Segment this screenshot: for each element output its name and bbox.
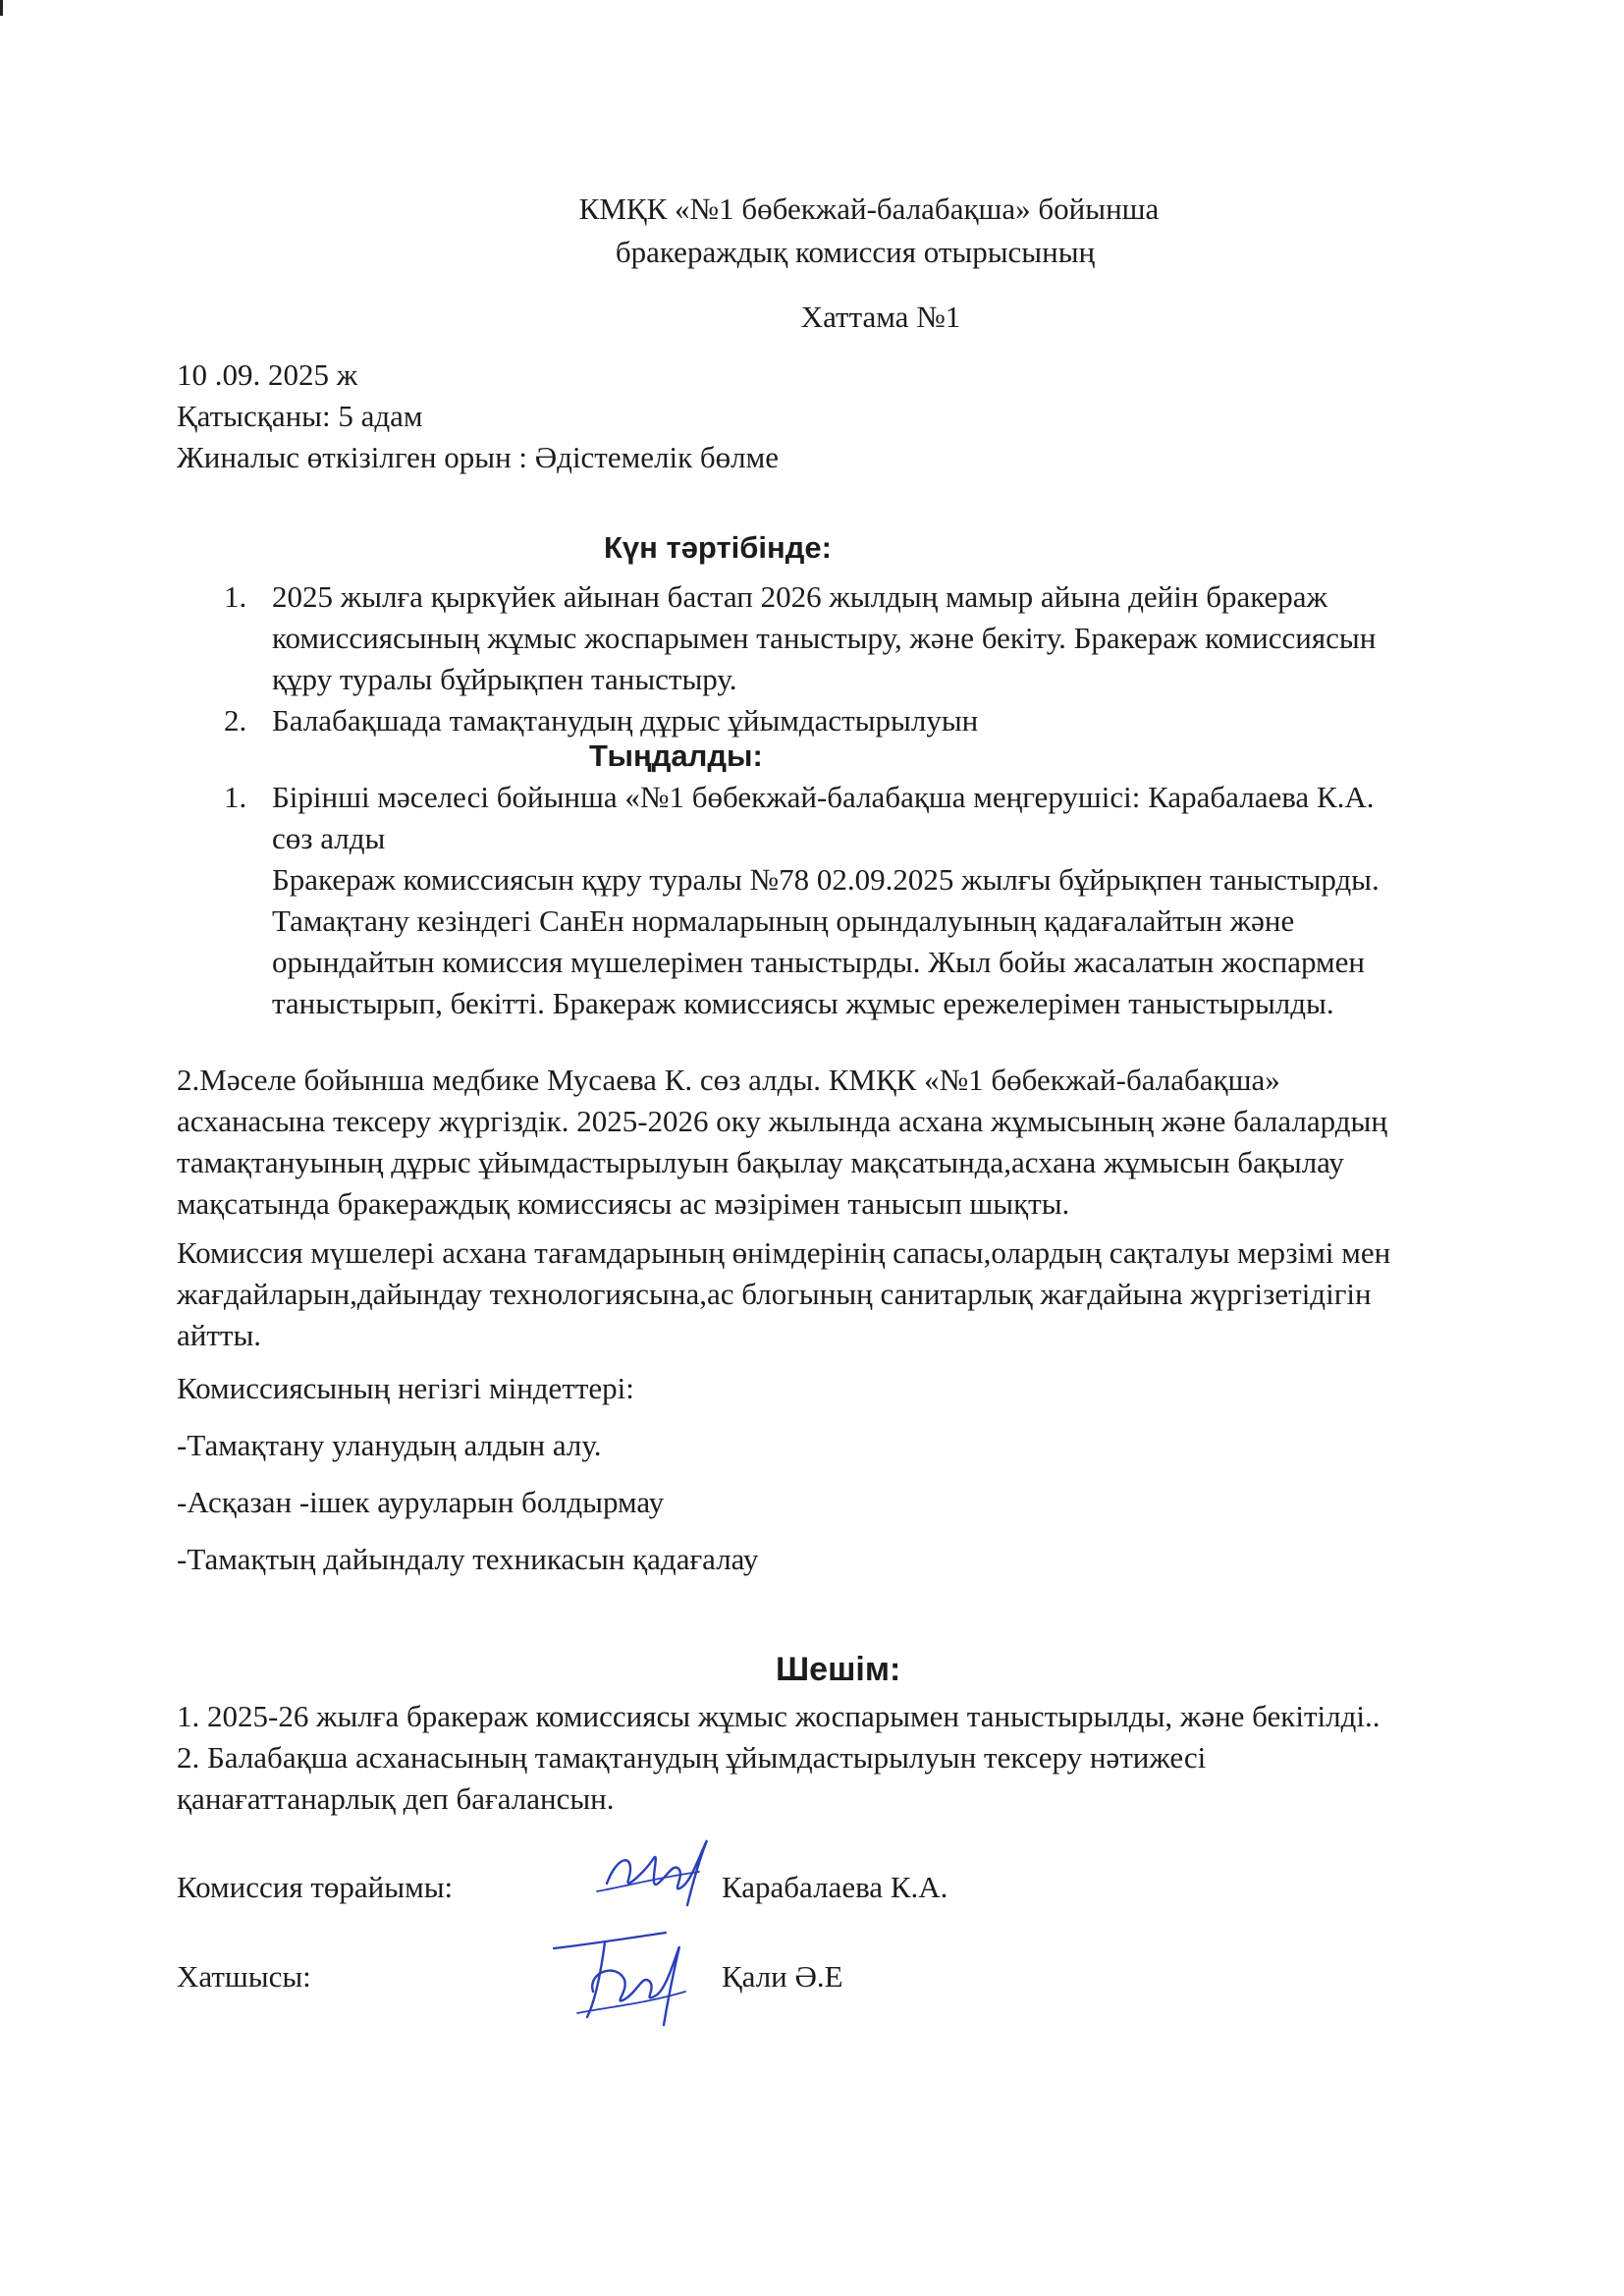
listened-item-1-line-2: сөз алды	[272, 821, 386, 855]
listened-item-1-line-1: Бірінші мәселесі бойынша «№1 бөбекжай-балабақша меңгерушісі: Карабалаева К.А.	[272, 780, 1375, 814]
listened-heading: Тыңдалды:	[589, 738, 763, 773]
commission-para-line-3: айтты.	[177, 1318, 262, 1352]
secretary-name: Қали Ә.Е	[722, 1959, 843, 1994]
chair-signature	[589, 1832, 717, 1911]
secretary-label: Хатшысы:	[177, 1959, 311, 1994]
listened-item-1-line-6: таныстырып, бекітті. Бракераж комиссиясы жұмыс ережелерімен таныстырылды.	[272, 986, 1334, 1020]
decision-2-line-1: 2. Балабақша асханасының тамақтанудың ұйымдастырылуын тексеру нәтижесі	[177, 1740, 1207, 1775]
meeting-date: 10 .09. 2025 ж	[177, 357, 358, 392]
item-2-para-line-3: тамақтануының дұрыс ұйымдастырылуын бақылау мақсатында,асхана жұмысын бақылау	[177, 1145, 1344, 1179]
meeting-place: Жиналыс өткізілген орын : Әдістемелік бөлме	[177, 440, 780, 474]
header-line-1: КМҚК «№1 бөбекжай-балабақша» бойынша	[578, 191, 1160, 226]
agenda-item-2-number: 2.	[224, 703, 247, 738]
listened-item-1-line-5: орындайтын комиссия мүшелерімен таныстырды. Жыл бойы жасалатын жоспармен	[272, 945, 1365, 979]
task-3: -Тамақтың дайындалу техникасын қадағалау	[177, 1542, 759, 1576]
agenda-heading: Күн тәртібінде:	[604, 530, 832, 565]
decision-heading: Шешім:	[776, 1651, 901, 1688]
agenda-item-1-number: 1.	[224, 579, 247, 614]
participants: Қатысқаны: 5 адам	[177, 399, 423, 433]
protocol-title: Хаттама №1	[800, 300, 961, 334]
agenda-item-1-line-3: құру туралы бұйрықпен таныстыру.	[272, 662, 737, 696]
task-2: -Асқазан -ішек ауруларын болдырмау	[177, 1485, 665, 1519]
listened-item-1-number: 1.	[224, 780, 247, 814]
secretary-signature	[548, 1923, 695, 2031]
chair-name: Карабалаева К.А.	[722, 1870, 948, 1904]
main-tasks-heading: Комиссиясының негізгі міндеттері:	[177, 1371, 634, 1405]
commission-para-line-2: жағдайларын,дайындау технологиясына,ас блогының санитарлық жағдайына жүргізетідігін	[177, 1277, 1372, 1311]
header-line-2: бракераждық комиссия отырысының	[615, 235, 1096, 269]
scan-edge-mark	[0, 0, 3, 16]
commission-para-line-1: Комиссия мүшелері асхана тағамдарының өнімдерінің сапасы,олардың сақталуы мерзімі мен	[177, 1235, 1391, 1270]
agenda-item-1-line-2: комиссиясының жұмыс жоспарымен таныстыру, және бекіту. Бракераж комиссиясын	[272, 621, 1377, 655]
item-2-para-line-1: 2.Мәселе бойынша медбике Мусаева К. сөз алды. КМҚК «№1 бөбекжай-балабақша»	[177, 1063, 1280, 1097]
agenda-item-1-line-1: 2025 жылға қыркүйек айынан бастап 2026 жылдың мамыр айына дейін бракераж	[272, 579, 1327, 614]
decision-2-line-2: қанағаттанарлық деп бағалансын.	[177, 1781, 615, 1816]
decision-1: 1. 2025-26 жылға бракераж комиссиясы жұмыс жоспарымен таныстырылды, және бекітілді..	[177, 1699, 1380, 1733]
task-1: -Тамақтану уланудың алдын алу.	[177, 1428, 602, 1462]
agenda-item-2-line-1: Балабақшада тамақтанудың дұрыс ұйымдастырылуын	[272, 703, 979, 738]
item-2-para-line-4: мақсатында бракераждық комиссиясы ас мәзірімен танысып шықты.	[177, 1186, 1070, 1221]
chair-label: Комиссия төрайымы:	[177, 1870, 454, 1904]
listened-item-1-line-3: Бракераж комиссиясын құру туралы №78 02.09.2025 жылғы бұйрықпен таныстырды.	[272, 862, 1380, 897]
item-2-para-line-2: асханасына тексеру жүргіздік. 2025-2026 оку жылында асхана жұмысының және балалардың	[177, 1104, 1387, 1138]
listened-item-1-line-4: Тамақтану кезіндегі СанЕн нормаларының орындалуының қадағалайтын және	[272, 903, 1295, 938]
